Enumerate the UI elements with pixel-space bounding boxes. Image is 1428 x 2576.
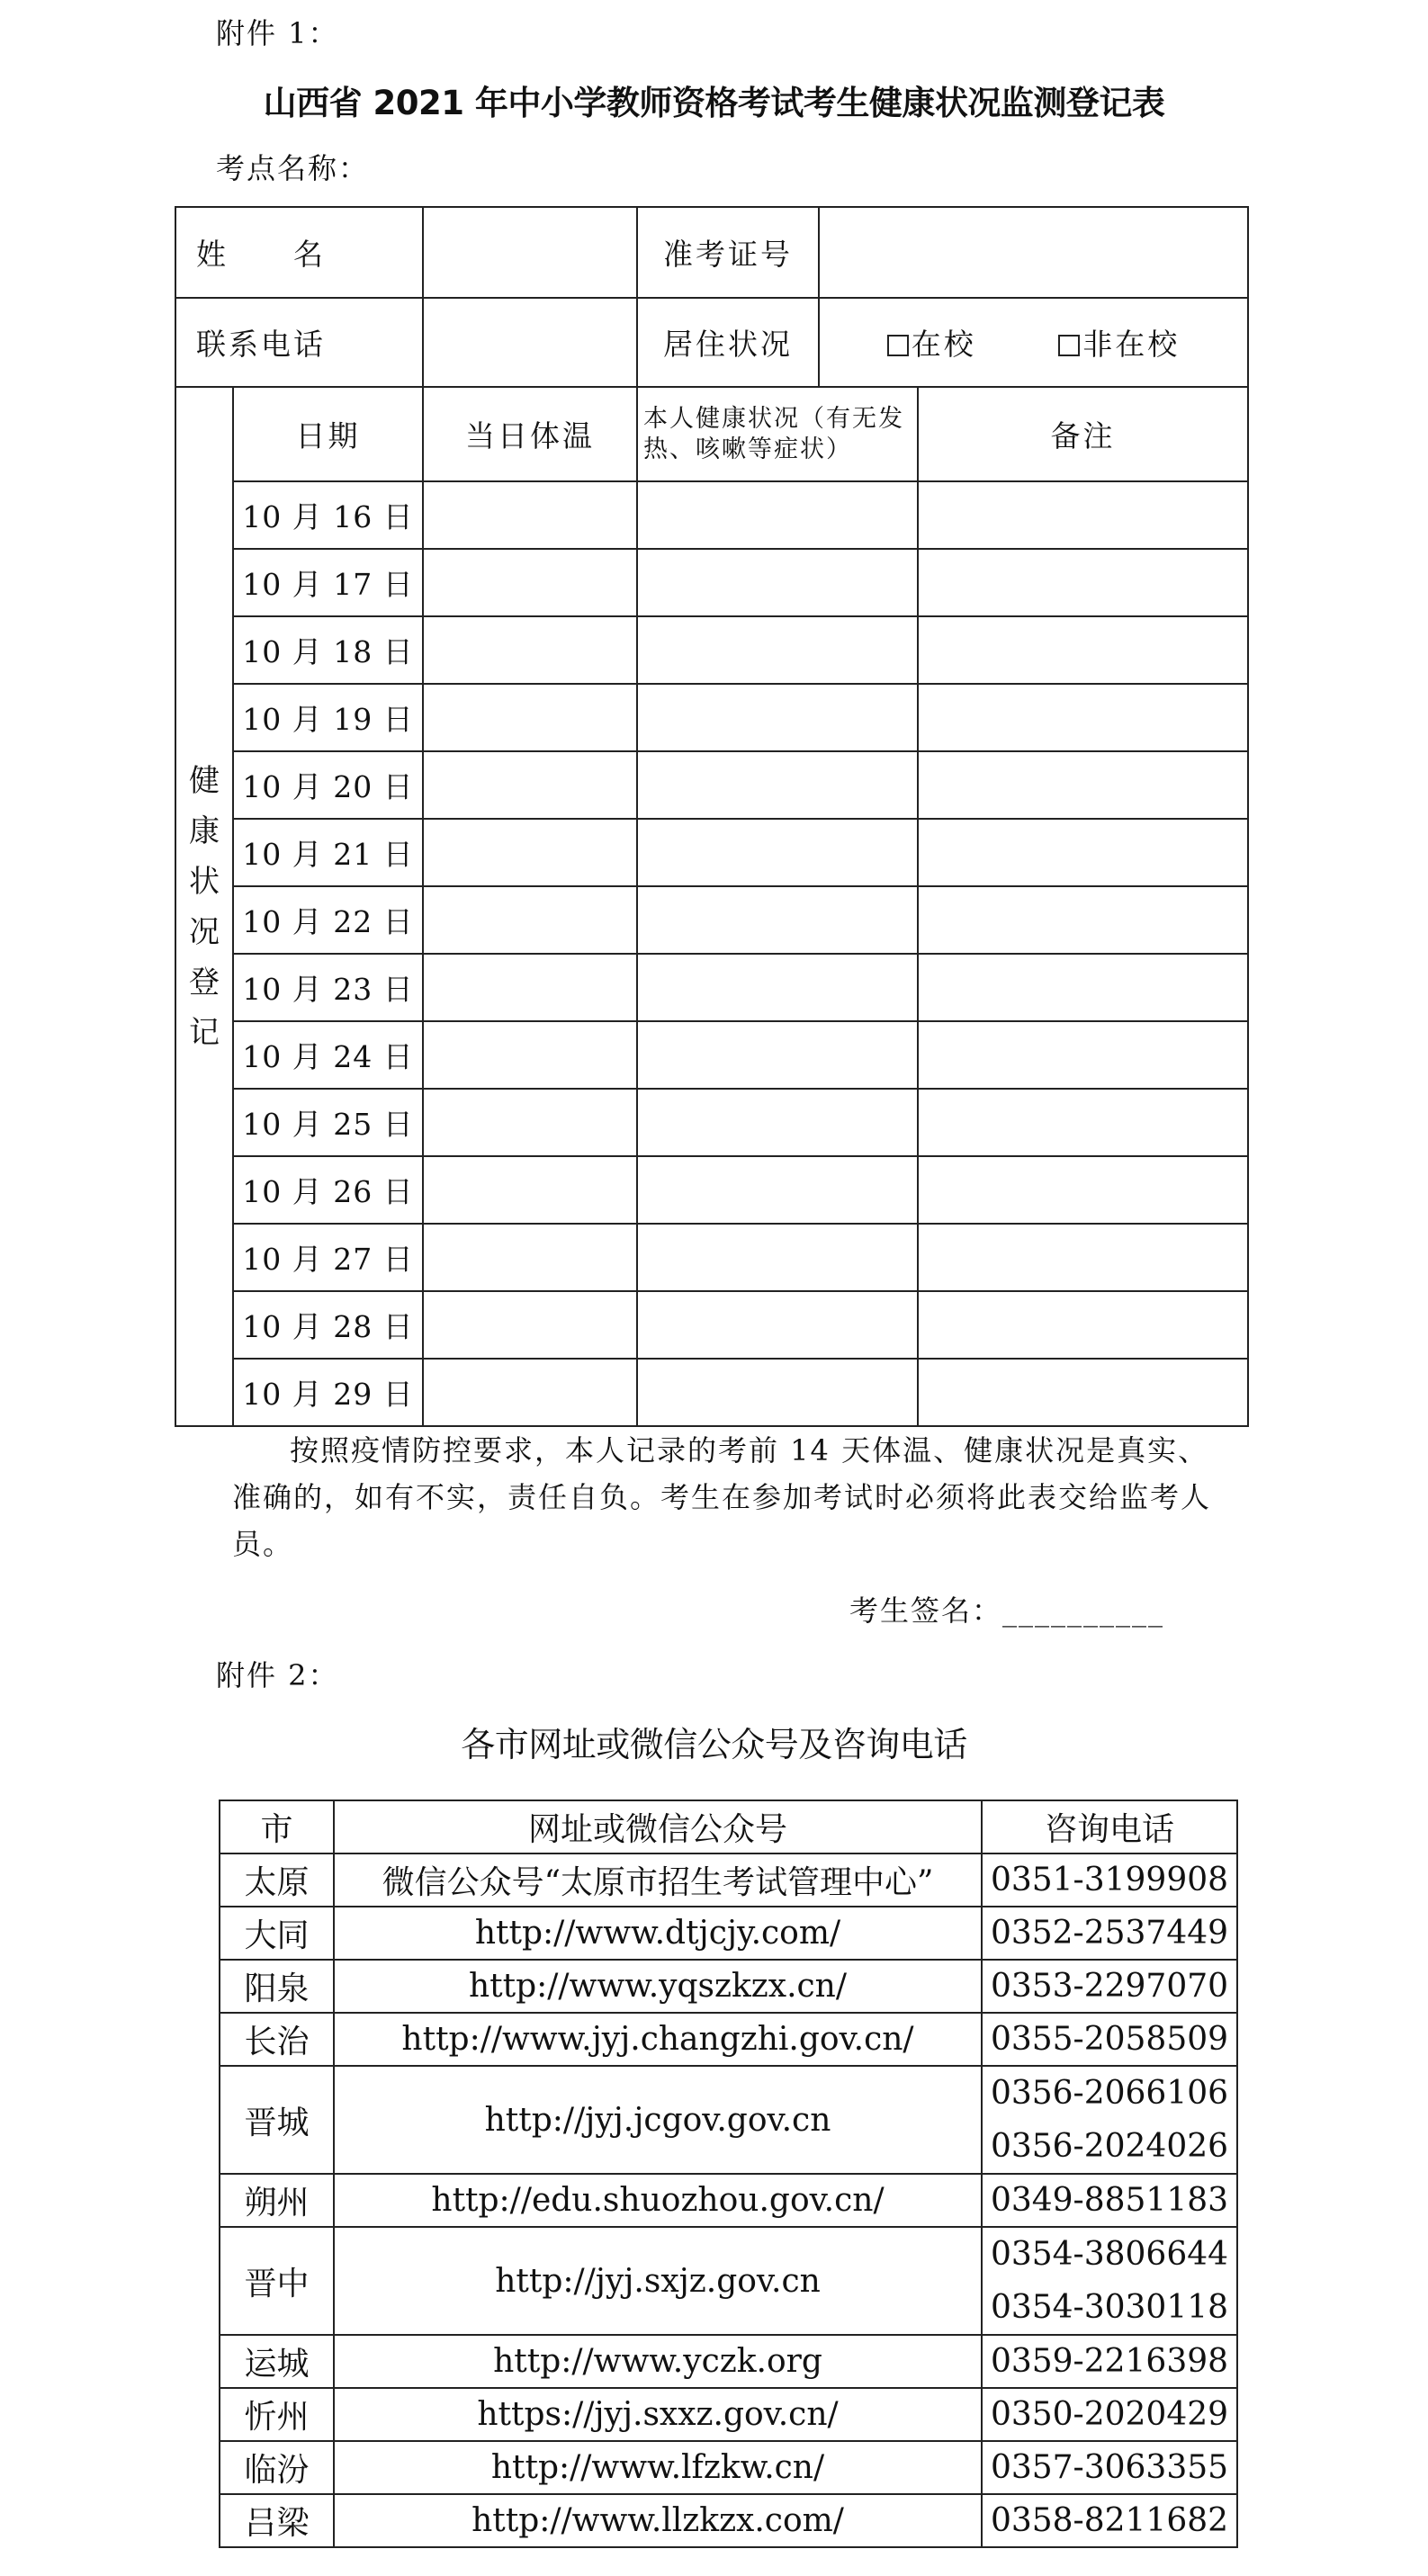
city-site-link[interactable]: http://jyj.sxjz.gov.cn <box>334 2227 982 2335</box>
off-campus-option[interactable]: 非在校 <box>1058 327 1180 362</box>
temperature-cell[interactable] <box>423 1089 637 1156</box>
header-phone: 咨询电话 <box>982 1800 1237 1853</box>
remarks-cell[interactable] <box>918 1359 1248 1426</box>
temperature-cell[interactable] <box>423 549 637 616</box>
temperature-cell[interactable] <box>423 1156 637 1224</box>
remarks-cell[interactable] <box>918 1291 1248 1359</box>
date-cell: 10 月 20 日 <box>233 751 423 819</box>
exam-site-label: 考点名称： <box>216 151 370 185</box>
city-phone: 0354-3806644 <box>990 2236 1229 2273</box>
statement-paragraph: 按照疫情防控要求，本人记录的考前 14 天体温、健康状况是真实、准确的，如有不实，责任自负。考生在参加考试时必须将此表交给监考人员。 <box>232 1433 1212 1561</box>
name-label: 姓 名 <box>175 207 423 298</box>
remarks-cell[interactable] <box>918 819 1248 886</box>
remarks-cell[interactable] <box>918 751 1248 819</box>
city-site-link[interactable]: http://www.jyj.changzhi.gov.cn/ <box>334 2013 982 2066</box>
city-phone: 0351-3199908 <box>982 1853 1237 1907</box>
date-cell: 10 月 26 日 <box>233 1156 423 1224</box>
date-cell: 10 月 27 日 <box>233 1224 423 1291</box>
remarks-cell[interactable] <box>918 1021 1248 1089</box>
health-cell[interactable] <box>637 819 918 886</box>
temperature-cell[interactable] <box>423 751 637 819</box>
off-campus-checkbox[interactable] <box>1058 335 1080 356</box>
city-site-link[interactable]: http://www.yczk.org <box>334 2335 982 2388</box>
health-cell[interactable] <box>637 1021 918 1089</box>
annex-1-label: 附件 1： <box>216 16 339 50</box>
health-cell[interactable] <box>637 954 918 1021</box>
health-cell[interactable] <box>637 1359 918 1426</box>
form-title: 山西省 2021 年中小学教师资格考试考生健康状况监测登记表 <box>263 84 1165 122</box>
health-cell[interactable] <box>637 1224 918 1291</box>
city-site-link[interactable]: http://www.yqszkzx.cn/ <box>334 1960 982 2013</box>
city-phone: 0352-2537449 <box>982 1907 1237 1960</box>
header-date: 日期 <box>233 387 423 481</box>
phone-field[interactable] <box>423 298 637 387</box>
date-cell: 10 月 28 日 <box>233 1291 423 1359</box>
city-site-link[interactable]: http://www.llzkzx.com/ <box>334 2494 982 2547</box>
temperature-cell[interactable] <box>423 684 637 751</box>
city-phone: 0356-2024026 <box>990 2128 1229 2165</box>
header-temperature: 当日体温 <box>423 387 637 481</box>
remarks-cell[interactable] <box>918 954 1248 1021</box>
city-name: 大同 <box>220 1907 334 1960</box>
city-site-link[interactable]: http://www.dtjcjy.com/ <box>334 1907 982 1960</box>
city-site-link[interactable]: https://jyj.sxxz.gov.cn/ <box>334 2388 982 2441</box>
city-phone: 0357-3063355 <box>982 2441 1237 2494</box>
city-site: 微信公众号“太原市招生考试管理中心” <box>334 1853 982 1907</box>
date-cell: 10 月 25 日 <box>233 1089 423 1156</box>
residence-options <box>819 298 1248 387</box>
city-phone: 0349-8851183 <box>982 2174 1237 2227</box>
temperature-cell[interactable] <box>423 1021 637 1089</box>
header-city: 市 <box>220 1800 334 1853</box>
remarks-cell[interactable] <box>918 616 1248 684</box>
remarks-cell[interactable] <box>918 684 1248 751</box>
city-phone: 0359-2216398 <box>982 2335 1237 2388</box>
header-site: 网址或微信公众号 <box>334 1800 982 1853</box>
city-name: 长治 <box>220 2013 334 2066</box>
city-name: 晋中 <box>220 2227 334 2335</box>
ticket-number-label: 准考证号 <box>637 207 819 298</box>
temperature-cell[interactable] <box>423 1359 637 1426</box>
annex-2-label: 附件 2： <box>216 1658 339 1692</box>
health-section-label: 健康状况登记 <box>189 762 220 1051</box>
city-name: 运城 <box>220 2335 334 2388</box>
header-remarks: 备注 <box>918 387 1248 481</box>
health-cell[interactable] <box>637 751 918 819</box>
remarks-cell[interactable] <box>918 549 1248 616</box>
date-cell: 10 月 21 日 <box>233 819 423 886</box>
city-phone: 0353-2297070 <box>982 1960 1237 2013</box>
phone-label: 联系电话 <box>175 298 423 387</box>
city-site-link[interactable]: http://jyj.jcgov.gov.cn <box>334 2066 982 2174</box>
remarks-cell[interactable] <box>918 1156 1248 1224</box>
remarks-cell[interactable] <box>918 1089 1248 1156</box>
residence-label: 居住状况 <box>637 298 819 387</box>
health-cell[interactable] <box>637 481 918 549</box>
remarks-cell[interactable] <box>918 1224 1248 1291</box>
on-campus-checkbox[interactable] <box>887 335 909 356</box>
city-phone: 0350-2020429 <box>982 2388 1237 2441</box>
city-name: 忻州 <box>220 2388 334 2441</box>
health-cell[interactable] <box>637 684 918 751</box>
city-phone: 0356-2066106 <box>990 2075 1229 2112</box>
city-name: 阳泉 <box>220 1960 334 2013</box>
health-cell[interactable] <box>637 1291 918 1359</box>
signature-line: 考生签名：__________ <box>849 1593 1165 1628</box>
temperature-cell[interactable] <box>423 886 637 954</box>
temperature-cell[interactable] <box>423 819 637 886</box>
health-cell[interactable] <box>637 1089 918 1156</box>
city-phones <box>982 2227 1237 2335</box>
contacts-title: 各市网址或微信公众号及咨询电话 <box>461 1725 967 1764</box>
temperature-cell[interactable] <box>423 1224 637 1291</box>
city-name: 朔州 <box>220 2174 334 2227</box>
city-phone: 0358-8211682 <box>982 2494 1237 2547</box>
city-site-link[interactable]: http://www.lfzkw.cn/ <box>334 2441 982 2494</box>
section-label-cell <box>175 387 233 1426</box>
date-cell: 10 月 23 日 <box>233 954 423 1021</box>
temperature-cell[interactable] <box>423 1291 637 1359</box>
health-registration-table <box>175 206 1249 1427</box>
header-health-status: 本人健康状况（有无发热、咳嗽等症状） <box>637 387 918 481</box>
name-field[interactable] <box>423 207 637 298</box>
remarks-cell[interactable] <box>918 481 1248 549</box>
date-cell: 10 月 19 日 <box>233 684 423 751</box>
date-cell: 10 月 17 日 <box>233 549 423 616</box>
city-name: 吕梁 <box>220 2494 334 2547</box>
date-cell: 10 月 24 日 <box>233 1021 423 1089</box>
health-cell[interactable] <box>637 1156 918 1224</box>
health-cell[interactable] <box>637 616 918 684</box>
temperature-cell[interactable] <box>423 954 637 1021</box>
city-name: 临汾 <box>220 2441 334 2494</box>
city-phone: 0354-3030118 <box>990 2289 1229 2326</box>
date-cell: 10 月 29 日 <box>233 1359 423 1426</box>
temperature-cell[interactable] <box>423 616 637 684</box>
city-phone: 0355-2058509 <box>982 2013 1237 2066</box>
city-contacts-table <box>219 1800 1238 2548</box>
city-phones <box>982 2066 1237 2174</box>
city-name: 太原 <box>220 1853 334 1907</box>
date-cell: 10 月 18 日 <box>233 616 423 684</box>
health-cell[interactable] <box>637 886 918 954</box>
date-cell: 10 月 22 日 <box>233 886 423 954</box>
on-campus-option[interactable]: 在校 <box>887 327 989 362</box>
city-site-link[interactable]: http://edu.shuozhou.gov.cn/ <box>334 2174 982 2227</box>
health-cell[interactable] <box>637 549 918 616</box>
city-name: 晋城 <box>220 2066 334 2174</box>
temperature-cell[interactable] <box>423 481 637 549</box>
remarks-cell[interactable] <box>918 886 1248 954</box>
date-cell: 10 月 16 日 <box>233 481 423 549</box>
ticket-number-field[interactable] <box>819 207 1248 298</box>
